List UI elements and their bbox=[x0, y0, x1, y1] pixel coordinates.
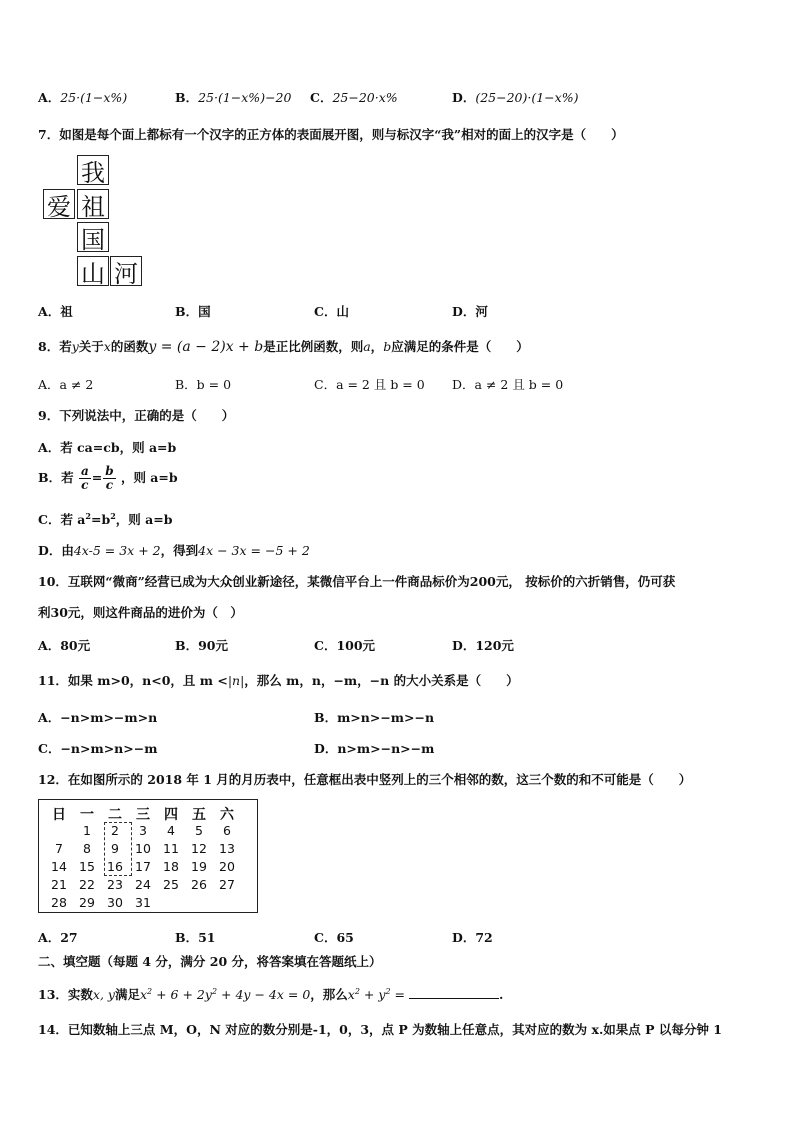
q6-option-a: A．25·(1−x%) bbox=[38, 90, 128, 105]
calendar-day: 25 bbox=[163, 877, 179, 892]
q10-stem-line2: 利30元，则这件商品的进价为（ ） bbox=[38, 605, 243, 620]
calendar-day: 26 bbox=[191, 877, 207, 892]
q8-option-a: A．a ≠ 2 bbox=[38, 377, 94, 392]
q9-stem: 9．下列说法中，正确的是（ ） bbox=[38, 408, 235, 423]
calendar-day: 11 bbox=[163, 841, 179, 856]
q14-stem: 14．已知数轴上三点 M，O，N 对应的数分别是-1，0，3，点 P 为数轴上任意点，其对应的数为 x.如果点 P 以每分钟 1 bbox=[38, 1022, 722, 1037]
q12-stem: 12．在如图所示的 2018 年 1 月的月历表中，任意框出表中竖列上的三个相邻的数，这三个数的和不可能是（ ） bbox=[38, 772, 692, 787]
calendar-day: 5 bbox=[195, 823, 203, 838]
calendar-day bbox=[185, 895, 213, 910]
q6-option-d: D．(25−20)·(1−x%) bbox=[452, 90, 579, 105]
calendar-day bbox=[157, 895, 185, 910]
calendar-day: 29 bbox=[79, 895, 95, 910]
q12-option-d: D．72 bbox=[452, 930, 493, 945]
q11-option-c: C．−n>m>n>−m bbox=[38, 741, 158, 756]
calendar-dashed-frame bbox=[104, 822, 132, 876]
q9-option-d: D．由4x-5 = 3x + 2，得到4x − 3x = −5 + 2 bbox=[38, 543, 310, 558]
q12-option-b: B．51 bbox=[175, 930, 216, 945]
q11-option-a: A．−n>m>−m>n bbox=[38, 710, 158, 725]
q11-option-d: D．n>m>−n>−m bbox=[314, 741, 435, 756]
calendar-header-cell: 五 bbox=[192, 807, 206, 823]
calendar-day: 14 bbox=[51, 859, 67, 874]
q8-option-b: B．b = 0 bbox=[175, 377, 232, 392]
calendar-day: 8 bbox=[83, 841, 91, 856]
q7-stem: 7．如图是每个面上都标有一个汉字的正方体的表面展开图，则与标汉字“我”相对的面上的汉字是（ ） bbox=[38, 127, 624, 142]
q7-option-c: C．山 bbox=[314, 304, 349, 319]
net-face-ai: 爱 bbox=[43, 189, 75, 219]
calendar-day: 6 bbox=[223, 823, 231, 838]
q8-option-c: C．a = 2 且 b = 0 bbox=[314, 377, 425, 392]
q13-stem: 13．实数x, y满足$x^2 + 6 + 2y^2 + 4y - 4x = 0$，那么$x^2 + y^2$ = . bbox=[38, 986, 504, 1002]
calendar-day: 28 bbox=[51, 895, 67, 910]
calendar-day: 7 bbox=[55, 841, 63, 856]
q7-option-b: B．国 bbox=[175, 304, 211, 319]
calendar-day: 17 bbox=[135, 859, 151, 874]
calendar-day: 22 bbox=[79, 877, 95, 892]
q10-stem-line1: 10．互联网“微商”经营已成为大众创业新途径，某微信平台上一件商品标价为200元， 按标价的六折销售，仍可获 bbox=[38, 574, 676, 589]
q10-option-a: A．80元 bbox=[38, 638, 91, 653]
q9-option-a: A．若 ca=cb，则 a=b bbox=[38, 440, 177, 455]
calendar-day: 27 bbox=[219, 877, 235, 892]
calendar-header-cell: 四 bbox=[164, 807, 178, 823]
q10-option-c: C．100元 bbox=[314, 638, 376, 653]
q6-option-c: C．25−20·x% bbox=[310, 90, 398, 105]
calendar-day: 4 bbox=[167, 823, 175, 838]
calendar-header bbox=[45, 804, 241, 824]
calendar-day: 13 bbox=[219, 841, 235, 856]
calendar-table bbox=[38, 799, 258, 913]
q9-option-c: C．若 $a^2=b^2$，则 a=b bbox=[38, 510, 173, 527]
q12-option-a: A．27 bbox=[38, 930, 78, 945]
calendar-day: 18 bbox=[163, 859, 179, 874]
calendar-day: 10 bbox=[135, 841, 151, 856]
q13-answer-blank[interactable] bbox=[409, 986, 499, 999]
q8-option-d: D．a ≠ 2 且 b = 0 bbox=[452, 377, 564, 392]
calendar-week-row bbox=[45, 859, 241, 874]
q9-option-b: B．若 $\frac{a}{c}$ = $\frac{b}{c}$ ，则 a=b bbox=[38, 464, 178, 492]
q7-option-a: A．祖 bbox=[38, 304, 73, 319]
q11-stem: 11．如果 m>0，n<0，且 m <|n|，那么 m，n，−m，−n 的大小关系是（ ） bbox=[38, 673, 519, 688]
q8-stem: 8．若y关于x的函数y = (a − 2)x + b是正比例函数，则a，b应满足的条件是（ ） bbox=[38, 339, 529, 355]
net-face-wo: 我 bbox=[77, 155, 109, 185]
calendar-day: 3 bbox=[139, 823, 147, 838]
q7-option-d: D．河 bbox=[452, 304, 488, 319]
calendar-day bbox=[213, 895, 241, 910]
net-face-he: 河 bbox=[110, 256, 142, 286]
calendar-week-row bbox=[45, 823, 241, 838]
calendar-header-cell: 二 bbox=[108, 807, 122, 823]
calendar-week-row bbox=[45, 895, 241, 910]
section-fill-in-heading: 二、填空题（每题 4 分，满分 20 分，将答案填在答题纸上） bbox=[38, 954, 382, 969]
calendar-day: 23 bbox=[107, 877, 123, 892]
calendar-day: 9 bbox=[111, 841, 119, 856]
calendar-week-row bbox=[45, 841, 241, 856]
calendar-day: 19 bbox=[191, 859, 207, 874]
calendar-header-cell: 三 bbox=[136, 807, 150, 823]
calendar-header-cell: 六 bbox=[220, 807, 234, 823]
calendar-day: 30 bbox=[107, 895, 123, 910]
net-face-zu: 祖 bbox=[77, 189, 109, 219]
calendar-day: 20 bbox=[219, 859, 235, 874]
calendar-day: 24 bbox=[135, 877, 151, 892]
calendar-day: 1 bbox=[83, 823, 91, 838]
q11-option-b: B．m>n>−m>−n bbox=[314, 710, 435, 725]
q12-option-c: C．65 bbox=[314, 930, 354, 945]
calendar-day: 2 bbox=[111, 823, 119, 838]
calendar-header-cell: 一 bbox=[80, 807, 94, 823]
calendar-day: 16 bbox=[107, 859, 123, 874]
q10-option-d: D．120元 bbox=[452, 638, 514, 653]
calendar-header-cell: 日 bbox=[52, 807, 66, 823]
calendar-day bbox=[45, 823, 73, 838]
net-face-shan: 山 bbox=[77, 256, 109, 286]
calendar-week-row bbox=[45, 877, 241, 892]
q6-option-b: B．25·(1−x%)−20 bbox=[175, 90, 292, 105]
calendar-day: 15 bbox=[79, 859, 95, 874]
calendar-day: 12 bbox=[191, 841, 207, 856]
calendar-day: 31 bbox=[135, 895, 151, 910]
q10-option-b: B．90元 bbox=[175, 638, 228, 653]
net-face-guo: 国 bbox=[77, 222, 109, 252]
calendar-day: 21 bbox=[51, 877, 67, 892]
